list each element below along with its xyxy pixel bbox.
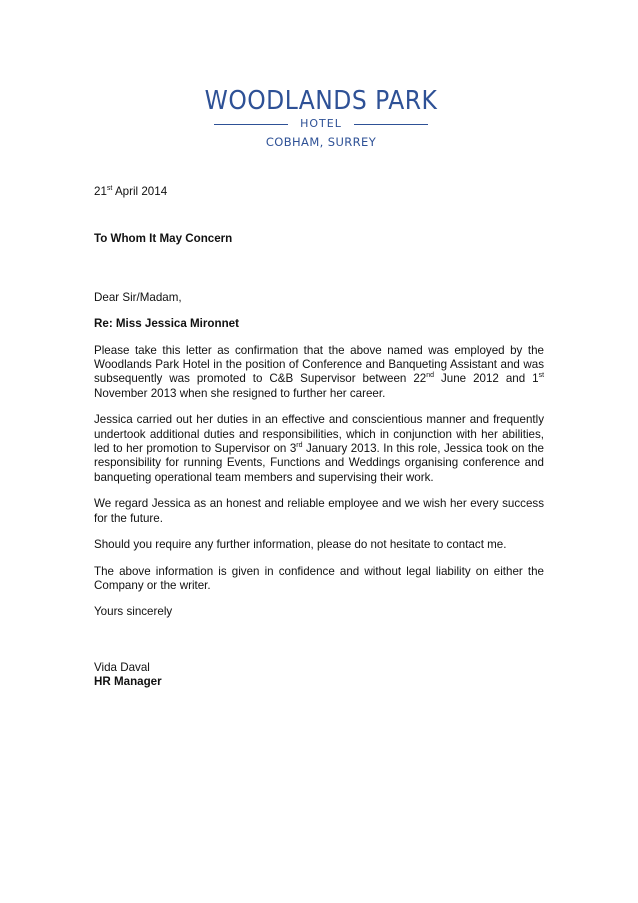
letter-closing: Yours sincerely: [94, 605, 173, 619]
letter-paragraph-3: We regard Jessica as an honest and reliable employee and we wish her every success for the future.: [94, 497, 544, 525]
letter-paragraph-1: [94, 344, 544, 402]
logo-hotel-row: [180, 117, 462, 131]
letter-date: [94, 185, 544, 199]
paragraph-2-sup-a: rd: [296, 442, 303, 450]
letter-paragraph-4: Should you require any further information, please do not hesitate to contact me.: [94, 538, 507, 552]
logo-rule-left: [214, 124, 288, 125]
date-day-suffix: st: [106, 185, 113, 192]
hotel-logo: [180, 86, 462, 152]
logo-hotel-word: HOTEL: [300, 117, 342, 130]
paragraph-1-text-a: Please take this letter as confirmation that the above named was employed by the Woodlands Park Hotel in the position of Conference and Banqueting Assistant and was subsequently was promoted to C&B Supervisor between 22: [94, 343, 544, 386]
date-month-year: April 2014: [112, 185, 168, 198]
letter-salutation: Dear Sir/Madam,: [94, 290, 182, 304]
signatory-name: Vida Daval: [94, 660, 150, 674]
paragraph-2-text-b: January 2013. In this role, Jessica took on the responsibility for running Events, Functions and Weddings organising conference and banqueting operational team members and supervising their work.: [94, 442, 544, 484]
paragraph-1-sup-b: st: [538, 372, 545, 380]
logo-location: COBHAM, SURREY: [265, 135, 377, 149]
logo-rule-right: [354, 124, 428, 125]
signatory-title: HR Manager: [94, 675, 162, 689]
paragraph-1-text-c: November 2013 when she resigned to further her career.: [94, 386, 386, 400]
letter-subject: Re: Miss Jessica Mironnet: [94, 317, 239, 331]
paragraph-1-sup-a: nd: [426, 372, 435, 380]
letter-recipient: To Whom It May Concern: [94, 232, 233, 246]
logo-hotel-name: WOODLANDS PARK: [204, 86, 438, 116]
paragraph-1-text-b: June 2012 and 1: [434, 372, 539, 386]
letter-paragraph-5: The above information is given in confidence and without legal liability on either the Company or the writer.: [94, 564, 544, 592]
letter-paragraph-2: [94, 413, 544, 485]
date-day: 21: [94, 185, 107, 198]
letter-body: [94, 185, 544, 690]
paragraph-2-text-a: Jessica carried out her duties in an effective and conscientious manner and frequently undertook additional duties and responsibilities, which in conjunction with her abilities, led to her promotion to Supervisor on 3: [94, 413, 544, 456]
